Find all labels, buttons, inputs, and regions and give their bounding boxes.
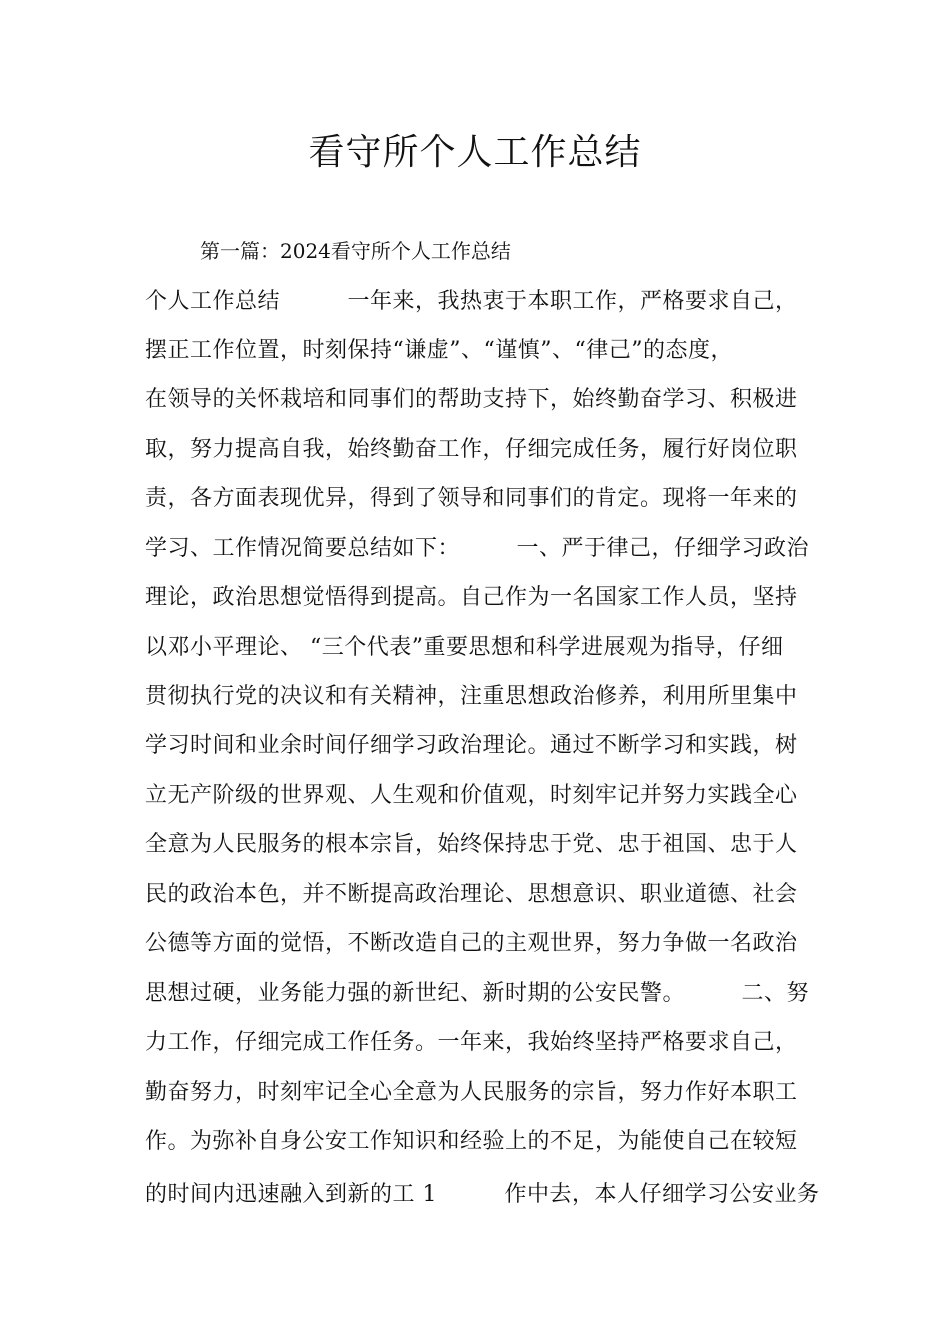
- body-line: 学习时间和业余时间仔细学习政治理论。通过不断学习和实践，树: [145, 733, 798, 758]
- body-line: 贯彻执行党的决议和有关精神，注重思想政治修养，利用所里集中: [145, 684, 798, 709]
- body-line: 取，努力提高自我，始终勤奋工作，仔细完成任务，履行好岗位职: [145, 437, 798, 462]
- body-line: 民的政治本色，并不断提高政治理论、思想意识、职业道德、社会: [145, 882, 798, 907]
- body-line: 公德等方面的觉悟，不断改造自己的主观世界，努力争做一名政治: [145, 931, 798, 956]
- body-line: 全意为人民服务的根本宗旨，始终保持忠于党、忠于祖国、忠于人: [145, 832, 798, 857]
- body-line: 勤奋努力，时刻牢记全心全意为人民服务的宗旨，努力作好本职工: [145, 1080, 798, 1105]
- body-line: 作。为弥补自身公安工作知识和经验上的不足，为能使自己在较短: [145, 1129, 798, 1154]
- body-line: 思想过硬，业务能力强的新世纪、新时期的公安民警。 二、努: [145, 981, 810, 1006]
- body-line: 理论，政治思想觉悟得到提高。自己作为一名国家工作人员，坚持: [145, 585, 798, 610]
- body-line: 的时间内迅速融入到新的工 1 作中去，本人仔细学习公安业务: [145, 1182, 820, 1207]
- body-line: 在领导的关怀栽培和同事们的帮助支持下，始终勤奋学习、积极进: [145, 387, 798, 412]
- body-line: 责，各方面表现优异，得到了领导和同事们的肯定。现将一年来的: [145, 486, 798, 511]
- body-line: 以邓小平理论、 “三个代表”重要思想和科学进展观为指导，仔细: [145, 635, 784, 660]
- body-line: 学习、工作情况简要总结如下： 一、严于律己，仔细学习政治: [145, 536, 810, 561]
- document-subtitle: 第一篇：2024看守所个人工作总结: [200, 239, 511, 263]
- document-title: 看守所个人工作总结: [308, 132, 642, 173]
- body-line: 摆正工作位置，时刻保持“谦虚”、“谨慎”、“律己”的态度，: [145, 338, 733, 363]
- body-line: 力工作，仔细完成工作任务。一年来，我始终坚持严格要求自己，: [145, 1030, 798, 1055]
- body-line: 立无产阶级的世界观、人生观和价值观，时刻牢记并努力实践全心: [145, 783, 798, 808]
- body-line: 个人工作总结 一年来，我热衷于本职工作，严格要求自己，: [145, 289, 798, 314]
